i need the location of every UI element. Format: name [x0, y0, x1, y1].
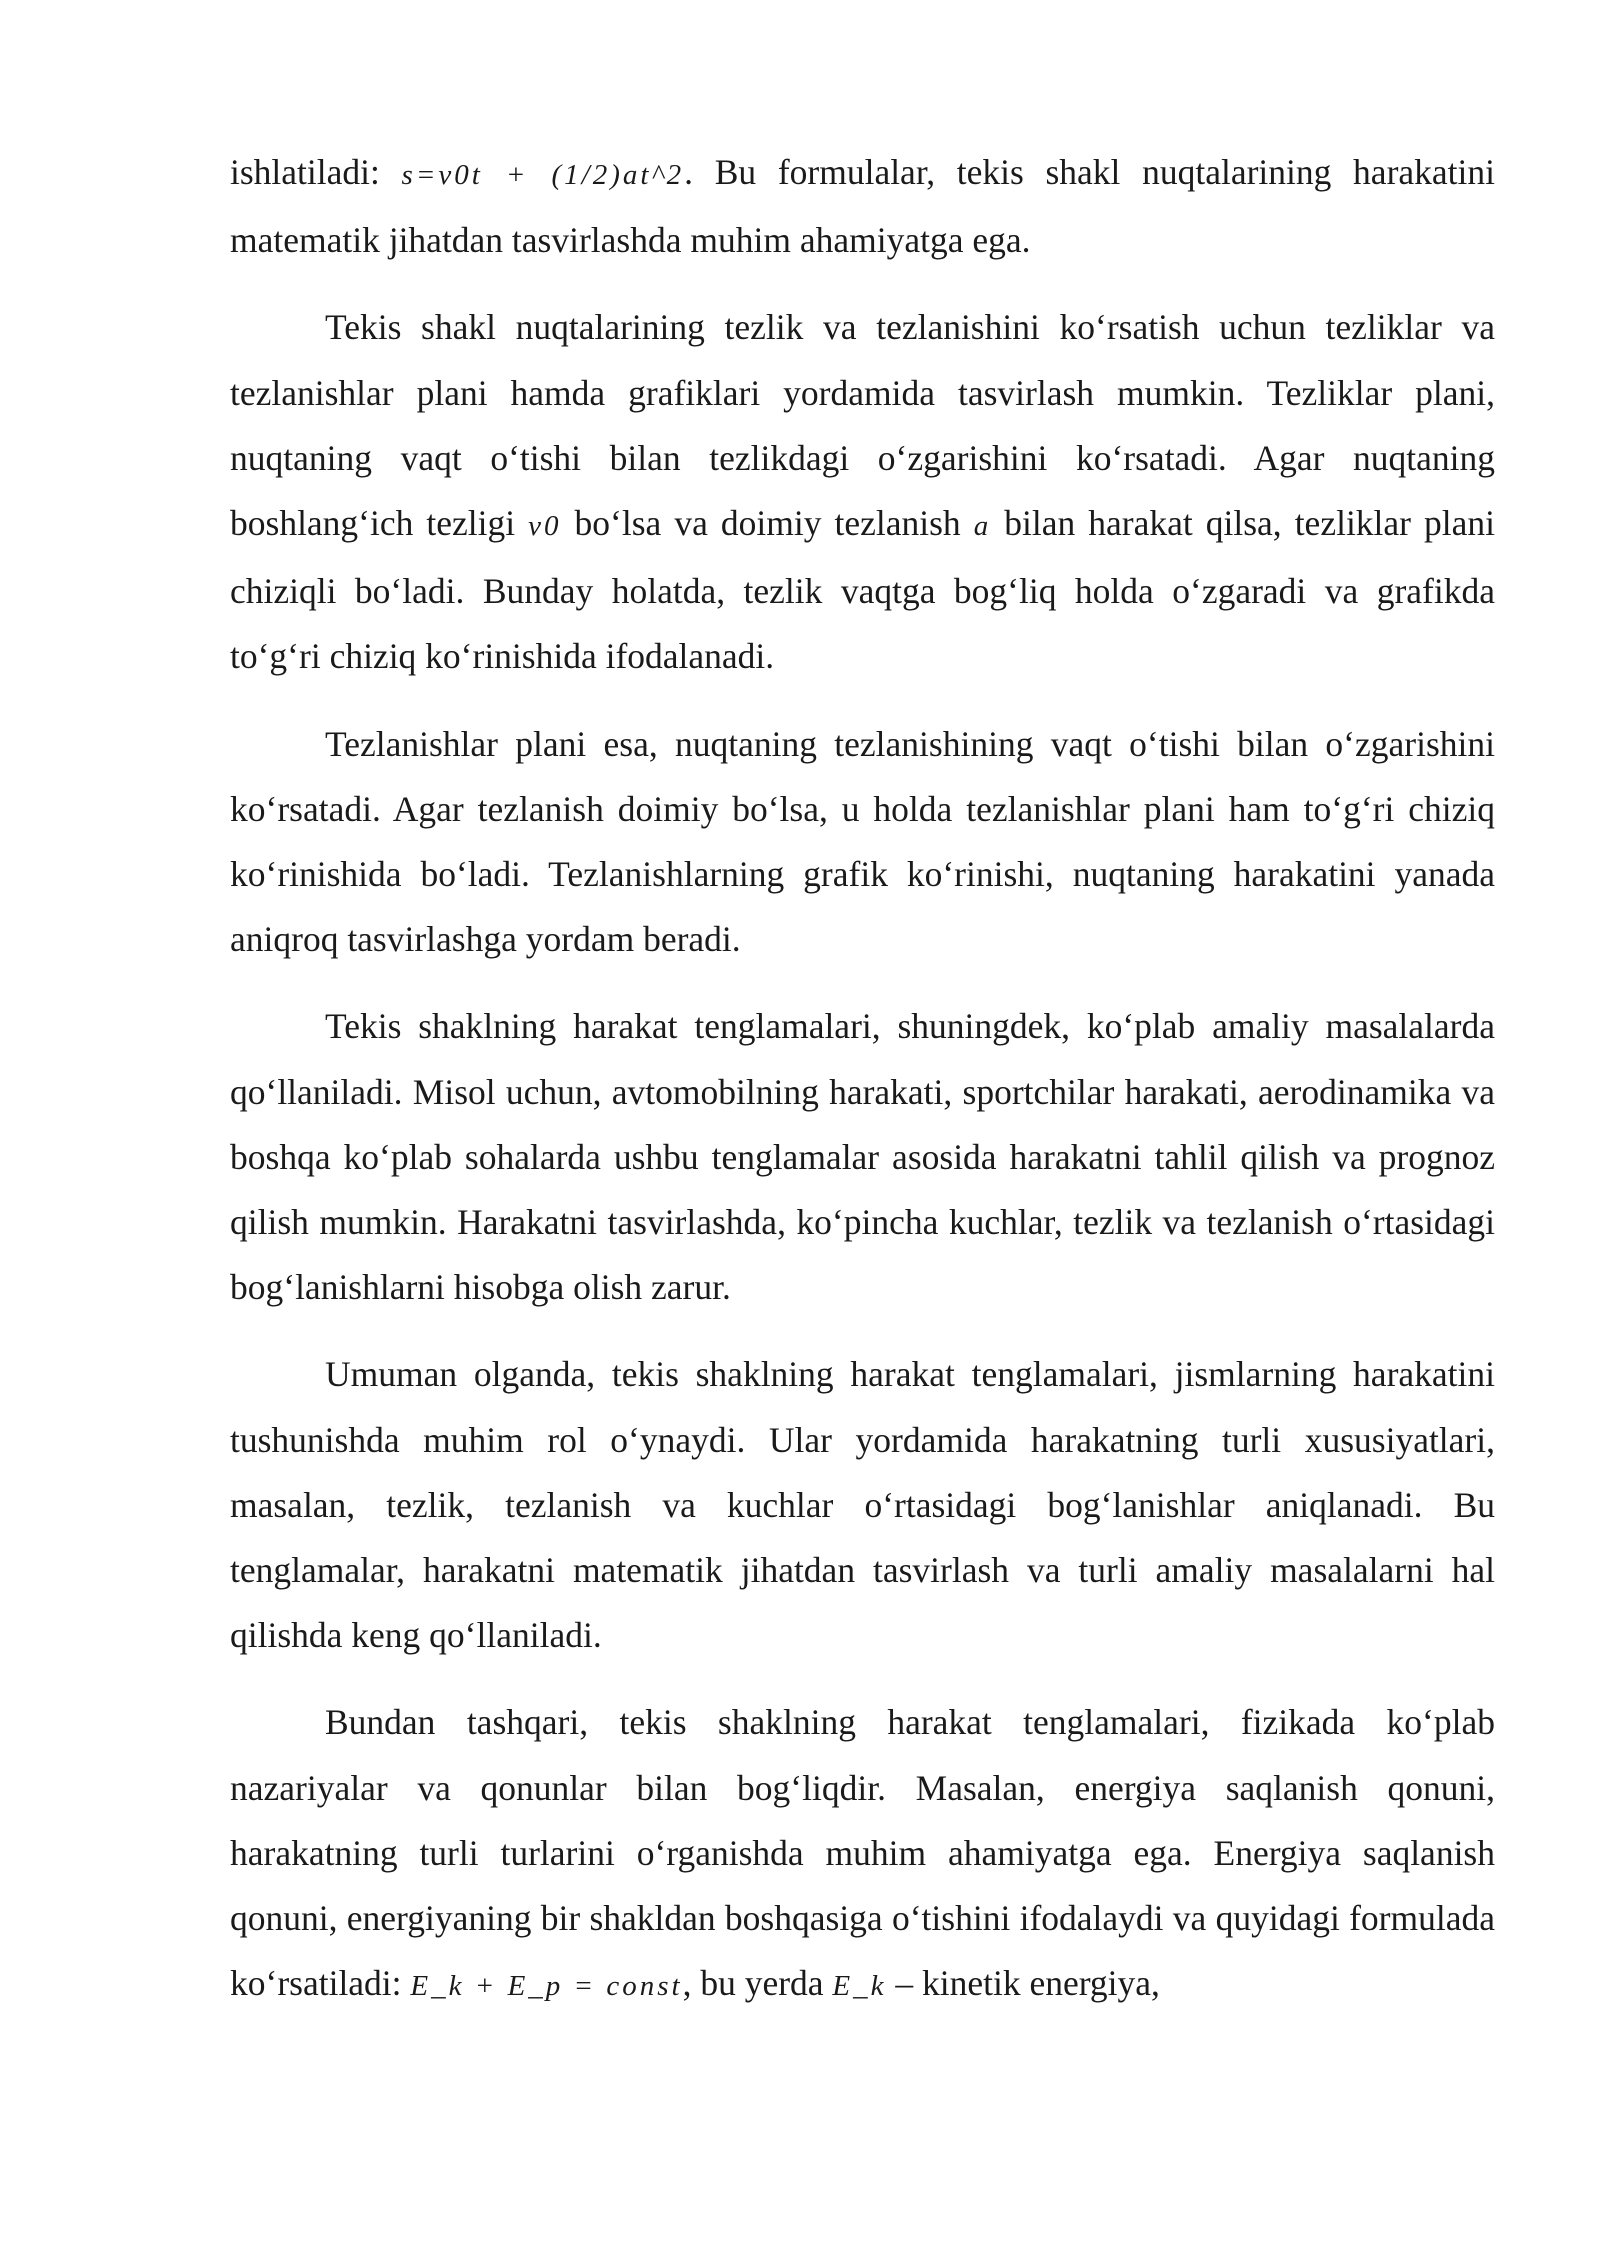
paragraph-5-text: Umuman olganda, tekis shaklning harakat tenglamalari, jismlarning harakatini tushunishda muhim rol oʻynaydi. Ular yordamida harakatning turli xususiyatlari, masalan, tezlik, tezlanish va kuchlar oʻrtasidagi bogʻlanishlar aniqlanadi. Bu tenglamalar, harakatni matematik jihatdan tasvirlash va turli amaliy masalalarni hal qilishda keng qoʻllaniladi.	[230, 1354, 1495, 1656]
paragraph-1-text-2: . Bu formulalar, tekis shakl nuqtalarining harakatini matematik jihatdan tasvirlashda muhim ahamiyatga ega.	[230, 152, 1495, 261]
paragraph-1	[230, 140, 1495, 273]
paragraph-6-text-2: , bu yerda	[682, 1963, 833, 2004]
formula-acceleration: a	[973, 510, 992, 543]
paragraph-3-text: Tezlanishlar plani esa, nuqtaning tezlanishining vaqt oʻtishi bilan oʻzgarishini koʻrsatadi. Agar tezlanish doimiy boʻlsa, u holda tezlanishlar plani ham toʻgʻri chiziq koʻrinishida boʻladi. Tezlanishlarning grafik koʻrinishi, nuqtaning harakatini yanada aniqroq tasvirlashga yordam beradi.	[230, 723, 1495, 960]
formula-energy-conservation: E_k + E_p = const	[410, 1970, 683, 2003]
formula-kinetic-energy: E_k	[832, 1970, 887, 2003]
formula-displacement: s=v0t + (1/2)at^2	[401, 159, 685, 191]
paragraph-6-text-3: – kinetik energiya,	[886, 1963, 1160, 2004]
paragraph-1-text: ishlatiladi:	[230, 152, 402, 192]
paragraph-2	[230, 295, 1495, 689]
formula-initial-velocity: v0	[528, 510, 562, 543]
paragraph-6	[230, 1690, 1495, 2019]
paragraph-2-text-3: bilan harakat qilsa, tezliklar plani chiziqli boʻladi. Bunday holatda, tezlik vaqtga bogʻliq holda oʻzgaradi va grafikda toʻgʻri chiziq koʻrinishida ifodalanadi.	[230, 503, 1496, 677]
paragraph-6-text: Bundan tashqari, tekis shaklning harakat tenglamalari, fizikada koʻplab nazariyalar va qonunlar bilan bogʻliqdir. Masalan, energiya saqlanish qonuni, harakatning turli turlarini oʻrganishda muhim ahamiyatga ega. Energiya saqlanish qonuni, energiyaning bir shakldan boshqasiga oʻtishini ifodalaydi va quyidagi formulada koʻrsatiladi:	[230, 1702, 1495, 2004]
paragraph-2-text: Tekis shakl nuqtalarining tezlik va tezlanishini koʻrsatish uchun tezliklar va tezlanishlar plani hamda grafiklari yordamida tasvirlash mumkin. Tezliklar plani, nuqtaning vaqt oʻtishi bilan tezlikdagi oʻzgarishini koʻrsatadi. Agar nuqtaning boshlangʻich tezligi	[230, 307, 1495, 544]
paragraph-3	[230, 712, 1495, 973]
paragraph-4-text: Tekis shaklning harakat tenglamalari, shuningdek, koʻplab amaliy masalalarda qoʻllaniladi. Misol uchun, avtomobilning harakati, sportchilar harakati, aerodinamika va boshqa koʻplab sohalarda ushbu tenglamalar asosida harakatni tahlil qilish va prognoz qilish mumkin. Harakatni tasvirlashda, koʻpincha kuchlar, tezlik va tezlanish oʻrtasidagi bogʻlanishlarni hisobga olish zarur.	[230, 1006, 1495, 1308]
paragraph-5	[230, 1342, 1495, 1668]
paragraph-4	[230, 994, 1495, 1320]
paragraph-2-text-2: boʻlsa va doimiy tezlanish	[561, 503, 974, 544]
document-body	[230, 140, 1495, 2041]
